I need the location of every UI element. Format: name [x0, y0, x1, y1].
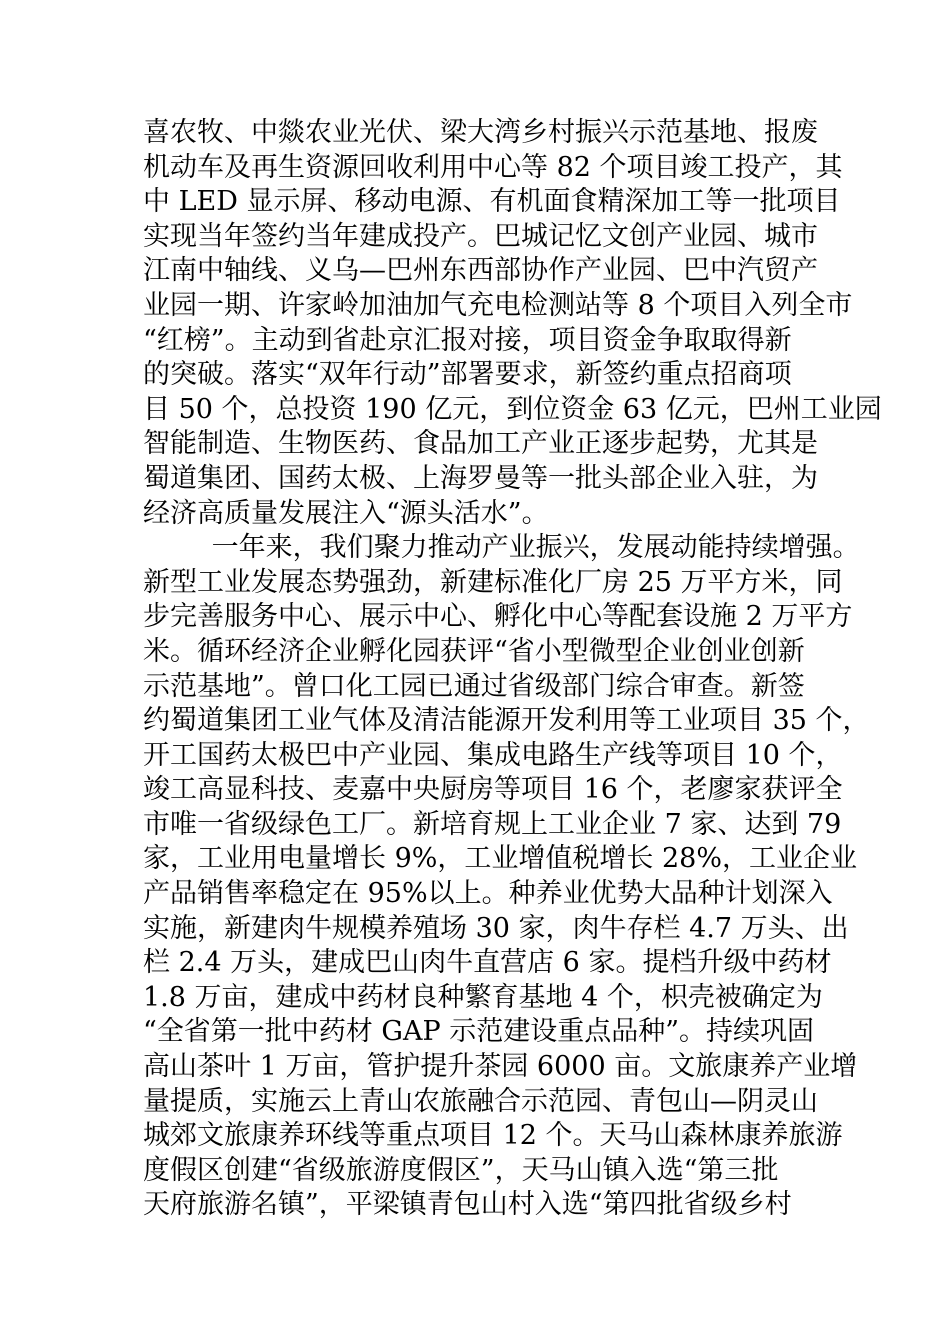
text-line: 智能制造、生物医药、食品加工产业正逐步起势，尤其是: [143, 428, 818, 460]
text-line: 新型工业发展态势强劲，新建标准化厂房 25 万平方米，同: [143, 566, 843, 598]
text-line: 实现当年签约当年建成投产。巴城记忆文创产业园、城市: [143, 220, 818, 252]
text-line: 市唯一省级绿色工厂。新培育规上工业企业 7 家、达到 79: [143, 808, 842, 840]
body-text: [143, 116, 882, 1223]
text-line: 开工国药太极巴中产业园、集成电路生产线等项目 10 个，: [143, 739, 843, 771]
text-line: 步完善服务中心、展示中心、孵化中心等配套设施 2 万平方: [143, 601, 853, 633]
text-line: 经济高质量发展注入“源头活水”。: [143, 497, 549, 529]
text-line: 量提质，实施云上青山农旅融合示范园、青包山—阴灵山: [143, 1085, 818, 1117]
text-line: 实施，新建肉牛规模养殖场 30 家，肉牛存栏 4.7 万头、出: [143, 912, 849, 944]
text-line: 高山茶叶 1 万亩，管护提升茶园 6000 亩。文旅康养产业增: [143, 1051, 858, 1083]
text-line: 目 50 个，总投资 190 亿元，到位资金 63 亿元，巴州工业园: [143, 393, 882, 425]
text-line: 江南中轴线、义乌—巴州东西部协作产业园、巴中汽贸产: [143, 255, 818, 287]
text-line: 示范基地”。曾口化工园已通过省级部门综合审查。新签: [143, 670, 805, 702]
text-line: 约蜀道集团工业气体及清洁能源开发利用等工业项目 35 个，: [143, 705, 870, 737]
text-line: 业园一期、许家岭加油加气充电检测站等 8 个项目入列全市: [143, 289, 853, 321]
text-line: 栏 2.4 万头，建成巴山肉牛直营店 6 家。提档升级中药材: [143, 947, 832, 979]
text-line: 机动车及再生资源回收利用中心等 82 个项目竣工投产，其: [143, 151, 843, 183]
text-line: 中 LED 显示屏、移动电源、有机面食精深加工等一批项目: [143, 186, 841, 218]
text-line: 产品销售率稳定在 95%以上。种养业优势大品种计划深入: [143, 878, 833, 910]
text-line: “红榜”。主动到省赴京汇报对接，项目资金争取取得新: [143, 324, 792, 356]
text-line: 城郊文旅康养环线等重点项目 12 个。天马山森林康养旅游: [143, 1120, 843, 1152]
text-line: “全省第一批中药材 GAP 示范建设重点品种”。持续巩固: [143, 1016, 815, 1048]
text-line: 天府旅游名镇”，平梁镇青包山村入选“第四批省级乡村: [143, 1189, 792, 1221]
text-line: 度假区创建“省级旅游度假区”，天马山镇入选“第三批: [143, 1154, 779, 1186]
text-line: 喜农牧、中燚农业光伏、梁大湾乡村振兴示范基地、报废: [143, 117, 818, 148]
text-line: 蜀道集团、国药太极、上海罗曼等一批头部企业入驻，为: [143, 462, 818, 494]
paragraph-start-line: 一年来，我们聚力推动产业振兴，发展动能持续增强。: [143, 532, 860, 564]
text-line: 的突破。落实“双年行动”部署要求，新签约重点招商项: [143, 359, 792, 391]
text-line: 家，工业用电量增长 9%，工业增值税增长 28%，工业企业: [143, 843, 858, 875]
text-line: 米。循环经济企业孵化园获评“省小型微型企业创业创新: [143, 635, 805, 667]
text-line: 竣工高显科技、麦嘉中央厨房等项目 16 个，老廖家获评全: [143, 774, 843, 806]
text-line: 1.8 万亩，建成中药材良种繁育基地 4 个，枳壳被确定为: [143, 981, 823, 1013]
